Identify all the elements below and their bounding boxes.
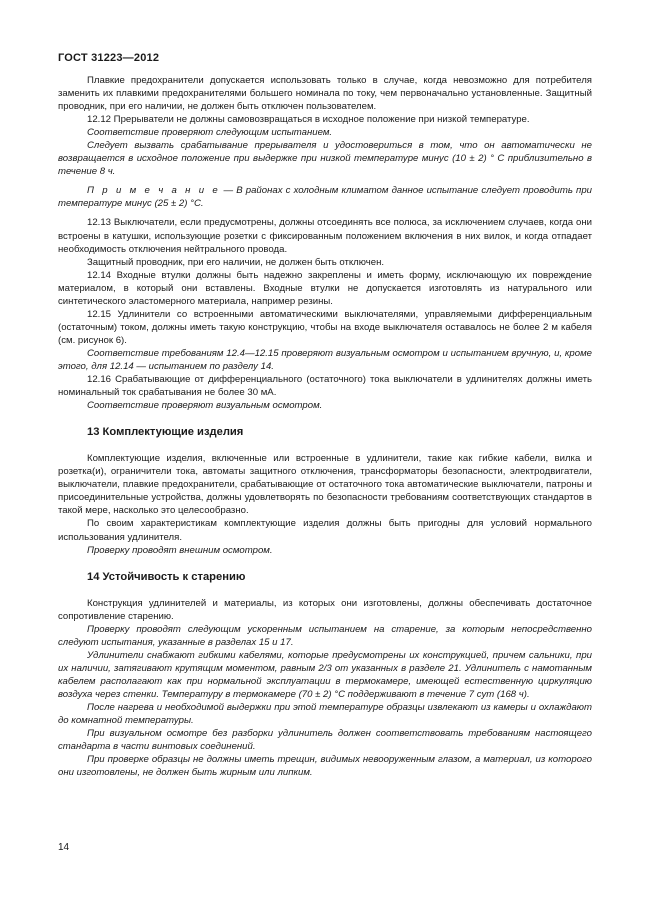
page-number: 14 <box>58 842 70 853</box>
test-procedure: Следует вызвать срабатывание прерывателя и удостовериться в том, что он автоматически не возвращается в исходное положение при выдержке при низкой температуре минус (10 ± 2) ° С приблизительно в течение 8 ч. <box>58 140 592 178</box>
document-header: ГОСТ 31223—2012 <box>58 52 160 64</box>
section-heading-13: 13 Комплектующие изделия <box>87 426 244 439</box>
compliance-check: Проверку проводят внешним осмотром. <box>87 544 273 556</box>
document-body <box>58 74 592 779</box>
note-label: П р и м е ч а н и е <box>87 185 221 197</box>
paragraph: Защитный проводник, при его наличии, не должен быть отключен. <box>87 256 385 268</box>
clause-12-16: 12.16 Срабатывающие от дифференциального (остаточного) тока выключатели в удлинителях должны иметь номинальный ток срабатывания не более 30 мА. <box>58 374 592 399</box>
paragraph: Комплектующие изделия, включенные или встроенные в удлинители, такие как гибкие кабели, вилка и розетка(и), ограничители тока, автоматы защитного отключения, трансформаторы безопасности, электродвигатели, выключатели, плавкие предохранители, срабатывающие от остаточного тока автоматические выключатели, патроны и присоединительные устройства, должны удовлетворять по безопасности требованиям соответствующих стандартов в такой мере, насколько это целесообразно. <box>58 453 592 517</box>
compliance-check: Соответствие проверяют визуальным осмотром. <box>87 400 323 412</box>
section-heading-14: 14 Устойчивость к старению <box>87 570 246 583</box>
compliance-check: Соответствие проверяют следующим испытанием. <box>87 127 333 139</box>
compliance-check: Соответствие требованиям 12.4—12.15 проверяют визуальным осмотром и испытанием вручную, и, кроме этого, для 12.14 — испытанием по разделу 14. <box>58 347 592 372</box>
note-text: — В районах с холодным климатом данное испытание следует проводить при температуре минус (25 ± 2) °С. <box>58 185 592 210</box>
paragraph: Плавкие предохранители допускается использовать только в случае, когда невозможно для потребителя заменить их плавкими предохранителями большего номинала по току, чем первоначально установленные. Защитный проводник, при его наличии, не должен быть отключен пользователем. <box>58 75 592 113</box>
test-procedure: Проверку проводят следующим ускоренным испытанием на старение, за которым непосредственно следуют испытания, указанные в разделах 15 и 17. <box>58 623 592 648</box>
clause-12-13: 12.13 Выключатели, если предусмотрены, должны отсоединять все полюса, за исключением случаев, когда они встроены в катушки, использующие розетки с фиксированным положением включения в них вилок, и когда отпадает необходимость отключения нейтрального провода. <box>58 217 592 255</box>
clause-12-12: 12.12 Прерыватели не должны самовозвращаться в исходное положение при низкой температуре. <box>87 114 530 126</box>
clause-12-14: 12.14 Входные втулки должны быть надежно закреплены и иметь форму, исключающую их повреждение материалом, в который они вставлены. Входные втулки не допускается изготовлять из натурального или синтетического эластомерного материала, например резины. <box>58 269 592 307</box>
paragraph: Конструкция удлинителей и материалы, из которых они изготовлены, должны обеспечивать достаточное сопротивление старению. <box>58 597 592 622</box>
test-procedure: Удлинители снабжают гибкими кабелями, которые предусмотрены их конструкцией, причем сальники, при их наличии, затягивают крутящим моментом, равным 2/3 от указанных в разделе 21. Удлинитель с намотанным кабелем располагают как при нормальной эксплуатации в термокамере, имеющей естественную циркуляцию воздуха через стенки. Температуру в термокамере (70 ± 2) °С поддерживают в течение 7 сут (168 ч). <box>58 649 592 700</box>
note <box>58 184 592 210</box>
test-procedure: При визуальном осмотре без разборки удлинитель должен соответствовать требованиям настоящего стандарта в части винтовых соединений. <box>58 728 592 753</box>
paragraph: По своим характеристикам комплектующие изделия должны быть пригодны для условий нормального использования удлинителя. <box>58 518 592 543</box>
test-procedure: После нагрева и необходимой выдержки при этой температуре образцы извлекают из камеры и охлаждают до комнатной температуры. <box>58 702 592 727</box>
clause-12-15: 12.15 Удлинители со встроенными автоматическими выключателями, управляемыми дифференциальным (остаточным) током, должны иметь такую конструкцию, чтобы на входе выключателя оставалось не более 2 м кабеля (см. рисунок 6). <box>58 308 592 346</box>
test-procedure: При проверке образцы не должны иметь трещин, видимых невооруженным глазом, а материал, из которого они изготовлены, не должен быть жирным или липким. <box>58 754 592 779</box>
